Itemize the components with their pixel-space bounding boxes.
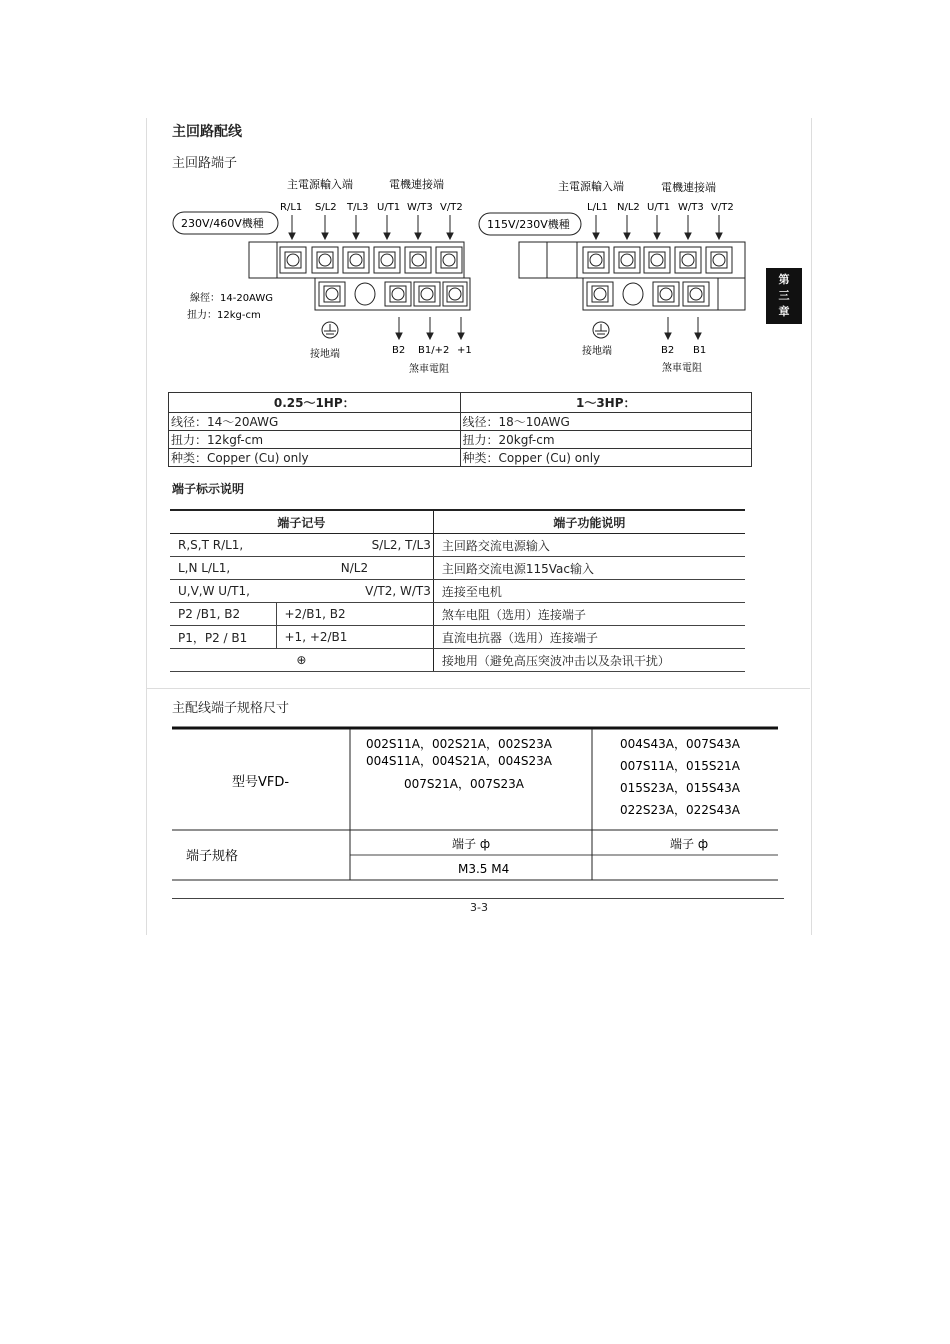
symbol-cell: S/L2, T/L3 bbox=[276, 534, 433, 557]
footer-rule bbox=[172, 898, 784, 899]
terminal-label: V/T2 bbox=[711, 202, 734, 213]
page-number: 3-3 bbox=[470, 901, 488, 914]
spec-header: 0.25～1HP： bbox=[169, 393, 461, 413]
symbol-cell: P2 /B1, B2 bbox=[170, 603, 276, 626]
ground-icon bbox=[593, 322, 609, 338]
model-list-a: 007S21A，007S23A bbox=[404, 777, 525, 791]
wire-gauge: 線徑：14-20AWG bbox=[190, 293, 273, 304]
spec-cell: 扭力：20kgf-cm bbox=[460, 431, 752, 449]
brake-terminal: B1 bbox=[693, 345, 707, 356]
spec-label: 端子规格 bbox=[186, 849, 239, 864]
model-list-b: 007S11A，015S21A bbox=[620, 759, 741, 773]
ground-label: 接地端 bbox=[310, 349, 340, 360]
spec-header: 1～3HP： bbox=[460, 393, 752, 413]
terminal-label: N/L2 bbox=[617, 202, 640, 213]
model-list-b: 022S23A，022S43A bbox=[620, 803, 741, 817]
terminal-desc-table bbox=[170, 509, 745, 672]
right-terminal-diagram bbox=[475, 175, 755, 375]
spec-cell: 线径：18～10AWG bbox=[460, 413, 752, 431]
size-table bbox=[172, 725, 782, 885]
input-label: 主電源輸入端 bbox=[287, 178, 353, 191]
brake-terminal: +1 bbox=[457, 345, 472, 356]
brake-terminal: B1/+2 bbox=[418, 345, 450, 356]
top-terminal-labels bbox=[280, 202, 463, 213]
terminal-label: R/L1 bbox=[280, 202, 303, 213]
model-list-b: 004S43A，007S43A bbox=[620, 737, 741, 751]
left-terminal-diagram bbox=[165, 175, 485, 380]
section-divider bbox=[146, 688, 810, 689]
table-row bbox=[170, 557, 745, 580]
desc-cell: 接地用（避免高压突波冲击以及杂讯干扰） bbox=[433, 649, 745, 672]
col-header: 端子功能说明 bbox=[433, 510, 745, 534]
brake-terminal: B2 bbox=[392, 345, 406, 356]
ground-icon bbox=[322, 322, 338, 338]
model-list-b: 015S23A，015S43A bbox=[620, 781, 741, 795]
brake-arrows bbox=[665, 317, 701, 339]
ground-symbol-cell: ⊕ bbox=[170, 649, 433, 672]
symbol-cell: +2/B1, B2 bbox=[276, 603, 433, 626]
terminal-label: V/T2 bbox=[440, 202, 463, 213]
spec-cell: 扭力：12kgf-cm bbox=[169, 431, 461, 449]
terminal-label: W/T3 bbox=[678, 202, 704, 213]
terminal-size: M3.5 M4 bbox=[458, 862, 510, 876]
model-list-a: 002S11A，002S21A，002S23A bbox=[366, 737, 553, 751]
symbol-cell: P1，P2 / B1 bbox=[170, 626, 276, 649]
terminal-label: T/L3 bbox=[347, 202, 369, 213]
terminal-label: S/L2 bbox=[315, 202, 337, 213]
table-row bbox=[170, 626, 745, 649]
table-row bbox=[170, 649, 745, 672]
symbol-cell: L,N L/L1, bbox=[170, 557, 276, 580]
model-list-a: 004S11A，004S21A，004S23A bbox=[366, 754, 553, 768]
top-terminal-labels bbox=[587, 202, 734, 213]
table-row bbox=[170, 580, 745, 603]
model-label: 230V/460V機種 bbox=[181, 217, 264, 230]
terminal-label: L/L1 bbox=[587, 202, 608, 213]
desc-cell: 连接至电机 bbox=[433, 580, 745, 603]
desc-cell: 煞车电阻（选用）连接端子 bbox=[433, 603, 745, 626]
terminal-desc-title: 端子标示说明 bbox=[172, 482, 245, 496]
spec-cell: 种类：Copper (Cu) only bbox=[460, 449, 752, 467]
table-row bbox=[170, 603, 745, 626]
terminal-heading: 主回路端子 bbox=[172, 156, 238, 171]
input-arrows bbox=[289, 215, 453, 239]
brake-terminal: B2 bbox=[661, 345, 675, 356]
col-header: 端子记号 bbox=[170, 510, 433, 534]
symbol-cell: R,S,T R/L1, bbox=[170, 534, 276, 557]
chapter-tab[interactable] bbox=[766, 268, 802, 324]
ground-label: 接地端 bbox=[582, 346, 612, 357]
brake-arrows bbox=[396, 317, 464, 339]
desc-cell: 直流电抗器（选用）连接端子 bbox=[433, 626, 745, 649]
motor-label: 電機連接端 bbox=[661, 181, 716, 194]
model-label: 115V/230V機種 bbox=[487, 218, 570, 231]
spec-cell: 种类：Copper (Cu) only bbox=[169, 449, 461, 467]
chapter-tab-char: 章 bbox=[778, 305, 790, 318]
input-arrows bbox=[593, 215, 722, 239]
symbol-cell: N/L2 bbox=[276, 557, 433, 580]
motor-label: 電機連接端 bbox=[389, 178, 444, 191]
spec-cell: 线径：14～20AWG bbox=[169, 413, 461, 431]
chapter-tab-char: 三 bbox=[778, 289, 790, 302]
section-title: 主回路配线 bbox=[172, 124, 242, 140]
brake-label: 煞車電阻 bbox=[409, 364, 449, 375]
brake-label: 煞車電阻 bbox=[662, 363, 702, 374]
table-row bbox=[170, 534, 745, 557]
terminal-label: W/T3 bbox=[407, 202, 433, 213]
terminal-label: U/T1 bbox=[377, 202, 401, 213]
desc-cell: 主回路交流电源115Vac输入 bbox=[433, 557, 745, 580]
symbol-cell: U,V,W U/T1, bbox=[170, 580, 276, 603]
input-label: 主電源輸入端 bbox=[558, 180, 624, 193]
chapter-tab-char: 第 bbox=[778, 273, 790, 286]
desc-cell: 主回路交流电源输入 bbox=[433, 534, 745, 557]
terminal-header: 端子 ф bbox=[452, 837, 491, 851]
symbol-cell: V/T2, W/T3 bbox=[276, 580, 433, 603]
size-table-title: 主配线端子规格尺寸 bbox=[172, 701, 290, 716]
hp-spec-table bbox=[168, 392, 752, 467]
terminal-header: 端子 ф bbox=[670, 837, 709, 851]
model-label: 型号VFD- bbox=[232, 775, 290, 790]
torque: 扭力：12kg-cm bbox=[187, 310, 261, 321]
symbol-cell: +1, +2/B1 bbox=[276, 626, 433, 649]
terminal-label: U/T1 bbox=[647, 202, 671, 213]
